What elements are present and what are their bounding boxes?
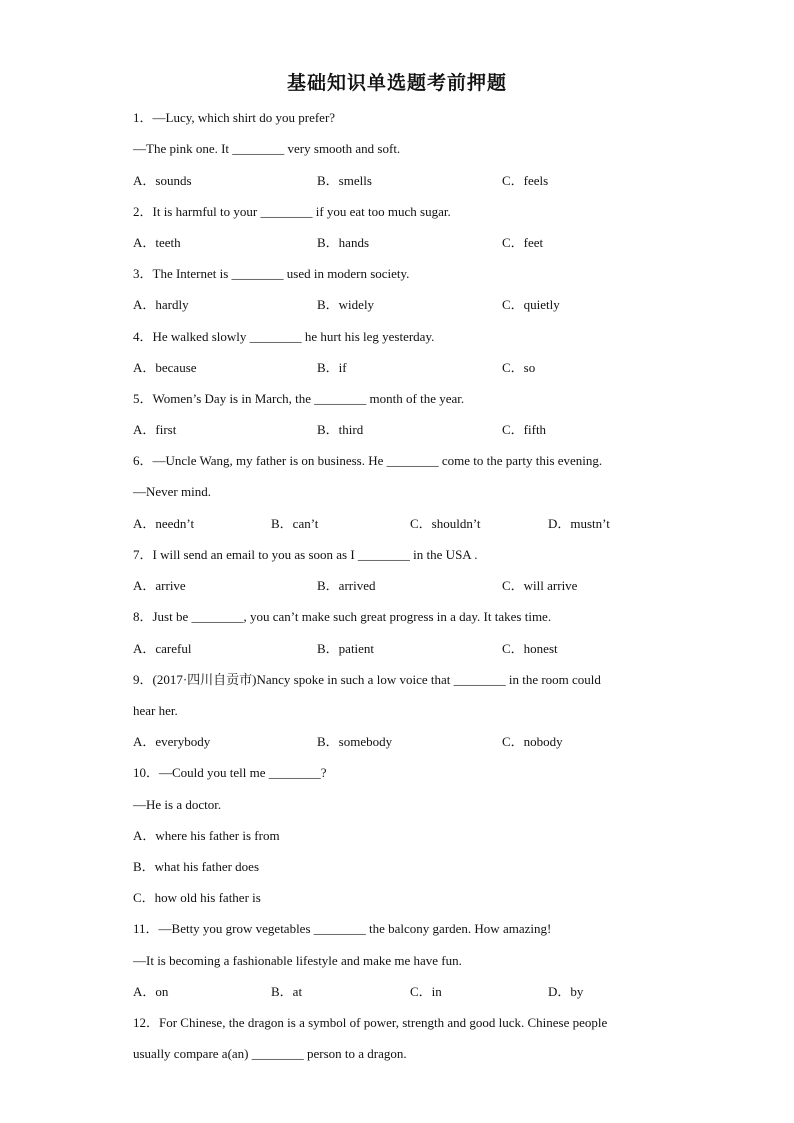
question-3-option-b[interactable]: B．widely — [317, 297, 375, 312]
question-7-stem: 7．I will send an email to you as soon as I ________ in the USA . — [133, 547, 478, 562]
question-8-stem: 8．Just be ________, you can’t make such great progress in a day. It takes time. — [133, 609, 552, 624]
question-1-stem-cont: —The pink one. It ________ very smooth and soft. — [133, 141, 401, 156]
question-2-option-c[interactable]: C．feet — [502, 235, 544, 250]
question-11-option-c[interactable]: C．in — [410, 984, 442, 999]
question-3-option-c[interactable]: C．quietly — [502, 297, 560, 312]
question-8-option-c[interactable]: C．honest — [502, 641, 558, 656]
question-7-option-a[interactable]: A．arrive — [133, 578, 186, 593]
question-6-option-d[interactable]: D．mustn’t — [548, 516, 610, 531]
question-9-option-b[interactable]: B．somebody — [317, 734, 393, 749]
question-4-stem: 4．He walked slowly ________ he hurt his leg yesterday. — [133, 329, 435, 344]
question-4-option-c[interactable]: C．so — [502, 360, 536, 375]
question-11-option-a[interactable]: A．on — [133, 984, 169, 999]
question-10-stem: 10．—Could you tell me ________? — [133, 765, 327, 780]
question-5-option-c[interactable]: C．fifth — [502, 422, 547, 437]
question-10-option-a[interactable]: A．where his father is from — [133, 828, 280, 843]
question-5-option-a[interactable]: A．first — [133, 422, 177, 437]
question-1-option-a[interactable]: A．sounds — [133, 173, 192, 188]
question-11-option-d[interactable]: D．by — [548, 984, 584, 999]
question-3-stem: 3．The Internet is ________ used in modern society. — [133, 266, 410, 281]
question-7-option-c[interactable]: C．will arrive — [502, 578, 578, 593]
question-5-option-b[interactable]: B．third — [317, 422, 364, 437]
question-12-stem: 12．For Chinese, the dragon is a symbol of power, strength and good luck. Chinese people — [133, 1015, 608, 1030]
question-6-option-c[interactable]: C．shouldn’t — [410, 516, 481, 531]
question-8-option-a[interactable]: A．careful — [133, 641, 192, 656]
question-2-stem: 2．It is harmful to your ________ if you eat too much sugar. — [133, 204, 451, 219]
question-6-option-b[interactable]: B．can’t — [271, 516, 319, 531]
question-7-option-b[interactable]: B．arrived — [317, 578, 376, 593]
question-10-option-c[interactable]: C．how old his father is — [133, 890, 261, 905]
question-6-option-a[interactable]: A．needn’t — [133, 516, 195, 531]
question-6-stem: 6．—Uncle Wang, my father is on business. He ________ come to the party this evening. — [133, 453, 603, 468]
question-6-stem-cont: —Never mind. — [133, 484, 211, 499]
question-2-option-b[interactable]: B．hands — [317, 235, 370, 250]
question-3-option-a[interactable]: A．hardly — [133, 297, 189, 312]
question-4-option-b[interactable]: B．if — [317, 360, 347, 375]
question-5-stem: 5．Women’s Day is in March, the ________ month of the year. — [133, 391, 465, 406]
question-11-stem: 11．—Betty you grow vegetables ________ the balcony garden. How amazing! — [133, 921, 552, 936]
question-9-stem-cont: hear her. — [133, 703, 178, 718]
question-12-stem-cont: usually compare a(an) ________ person to a dragon. — [133, 1046, 407, 1061]
question-8-option-b[interactable]: B．patient — [317, 641, 375, 656]
question-1-option-c[interactable]: C．feels — [502, 173, 549, 188]
question-11-option-b[interactable]: B．at — [271, 984, 303, 999]
question-11-stem-cont: —It is becoming a fashionable lifestyle and make me have fun. — [133, 953, 462, 968]
question-10-option-b[interactable]: B．what his father does — [133, 859, 260, 874]
question-9-option-a[interactable]: A．everybody — [133, 734, 211, 749]
question-4-option-a[interactable]: A．because — [133, 360, 197, 375]
question-9-stem: 9．(2017·四川自贡市)Nancy spoke in such a low voice that ________ in the room could — [133, 672, 601, 687]
question-9-option-c[interactable]: C．nobody — [502, 734, 563, 749]
question-1-stem: 1．—Lucy, which shirt do you prefer? — [133, 110, 336, 125]
question-1-option-b[interactable]: B．smells — [317, 173, 372, 188]
page-title: 基础知识单选题考前押题 — [286, 72, 507, 94]
question-2-option-a[interactable]: A．teeth — [133, 235, 181, 250]
question-10-stem-cont: —He is a doctor. — [133, 797, 222, 812]
